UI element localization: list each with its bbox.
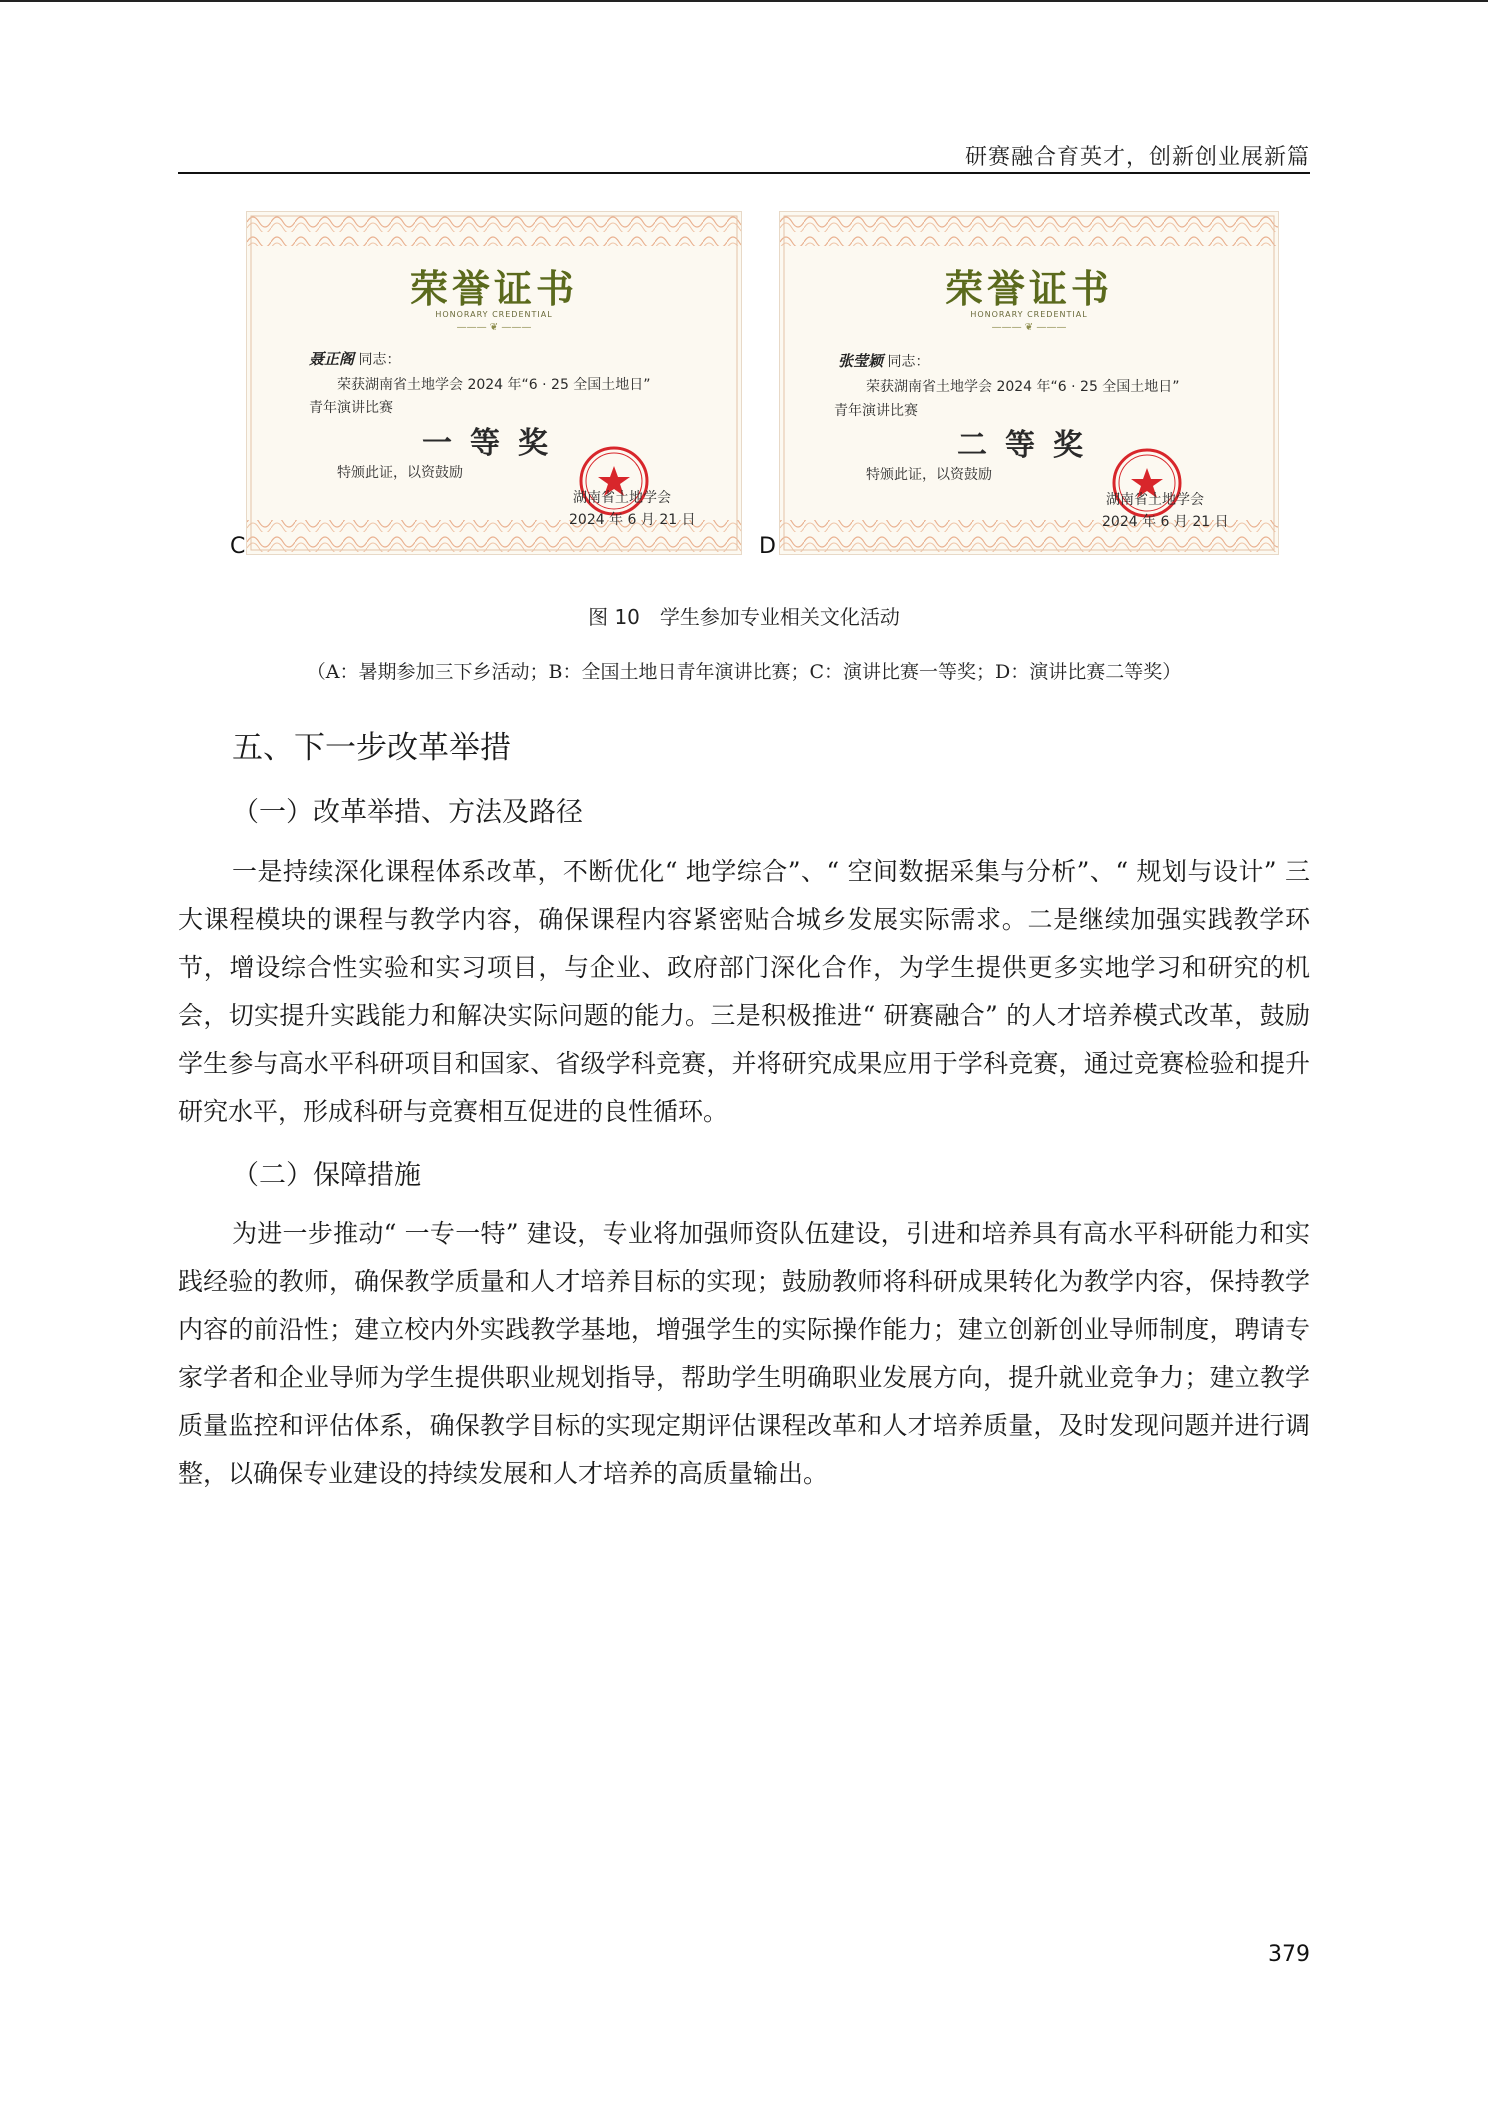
subsection-heading-2: （二）保障措施: [232, 1160, 421, 1191]
figure-caption-subtitle: （A：暑期参加三下乡活动；B：全国土地日青年演讲比赛；C：演讲比赛一等奖；D：演讲比赛二等奖）: [306, 661, 1182, 683]
certificate-text-line-2: 青年演讲比赛: [309, 400, 393, 416]
certificate-date: 2024 年 6 月 21 日: [569, 512, 696, 528]
certificate-image-c: [247, 212, 741, 554]
figure-caption: [178, 601, 1310, 630]
running-header: 研赛融合育英才，创新创业展新篇: [964, 145, 1310, 170]
section-heading: 五、下一步改革举措: [232, 730, 511, 766]
certificate-recipient: 聂正阁: [309, 350, 355, 368]
panel-label-d: D: [759, 534, 776, 559]
page-number: 379: [1268, 1942, 1310, 1967]
paragraph-reform-measures: 一是持续深化课程体系改革，不断优化“ 地学综合”、“ 空间数据采集与分析”、“ 规划与设计” 三大课程模块的课程与教学内容，确保课程内容紧密贴合城乡发展实际需求。二是继续加强实践教学环节，增设综合性实验和实习项目，与企业、政府部门深化合作，为学生提供更多实地学习和研究的机会，切实提升实践能力和解决实际问题的能力。三是积极推进“ 研赛融合” 的人才培养模式改革，鼓励学生参与高水平科研项目和国家、省级学科竞赛，并将研究成果应用于学科竞赛，通过竞赛检验和提升研究水平，形成科研与竞赛相互促进的良性循环。: [178, 857, 1310, 1126]
certificate-text-line-2: 青年演讲比赛: [834, 403, 918, 419]
certificate-salutation: 同志：: [887, 354, 930, 370]
certificate-text-line-1: 荣获湖南省土地学会 2024 年“6 · 25 全国土地日”: [337, 377, 651, 393]
certificate-image-d: [780, 212, 1278, 554]
certificate-issuer: 湖南省土地学会: [573, 490, 671, 506]
certificate-recipient: 张莹颖: [838, 352, 884, 370]
certificate-recipient-line: [309, 348, 400, 369]
certificate-issuer: 湖南省土地学会: [1106, 492, 1204, 508]
certificate-title: 荣誉证书: [944, 267, 1113, 311]
header-rule: [178, 172, 1310, 174]
figure-caption-title: 学生参加专业相关文化活动: [659, 605, 900, 629]
subsection-heading-1: （一）改革举措、方法及路径: [232, 797, 583, 828]
certificate-ornament-icon: ——— ❦ ———: [991, 322, 1067, 333]
panel-label-c: C: [230, 534, 246, 559]
page-top-border: [0, 0, 1488, 2]
certificate-title: 荣誉证书: [409, 267, 578, 311]
certificate-recipient-line: [838, 350, 929, 371]
certificate-subtitle: HONORARY CREDENTIAL: [435, 310, 553, 319]
certificate-text-line-1: 荣获湖南省土地学会 2024 年“6 · 25 全国土地日”: [866, 379, 1180, 395]
certificate-award: 一等奖: [422, 426, 566, 461]
certificate-date: 2024 年 6 月 21 日: [1102, 514, 1229, 530]
certificate-ornament-icon: ——— ❦ ———: [456, 322, 532, 333]
certificate-award: 二等奖: [957, 428, 1101, 463]
figure-number: 图 10: [588, 605, 640, 629]
paragraph-safeguards: 为进一步推动“ 一专一特” 建设，专业将加强师资队伍建设，引进和培养具有高水平科研能力和实践经验的教师，确保教学质量和人才培养目标的实现；鼓励教师将科研成果转化为教学内容，保持教学内容的前沿性；建立校内外实践教学基地，增强学生的实际操作能力；建立创新创业导师制度，聘请专家学者和企业导师为学生提供职业规划指导，帮助学生明确职业发展方向，提升就业竞争力；建立教学质量监控和评估体系，确保教学目标的实现定期评估课程改革和人才培养质量，及时发现问题并进行调整，以确保专业建设的持续发展和人才培养的高质量输出。: [178, 1219, 1310, 1488]
certificate-closing: 特颁此证，以资鼓励: [337, 465, 463, 481]
certificate-closing: 特颁此证，以资鼓励: [866, 467, 992, 483]
certificate-subtitle: HONORARY CREDENTIAL: [970, 310, 1088, 319]
certificate-salutation: 同志：: [358, 352, 401, 368]
